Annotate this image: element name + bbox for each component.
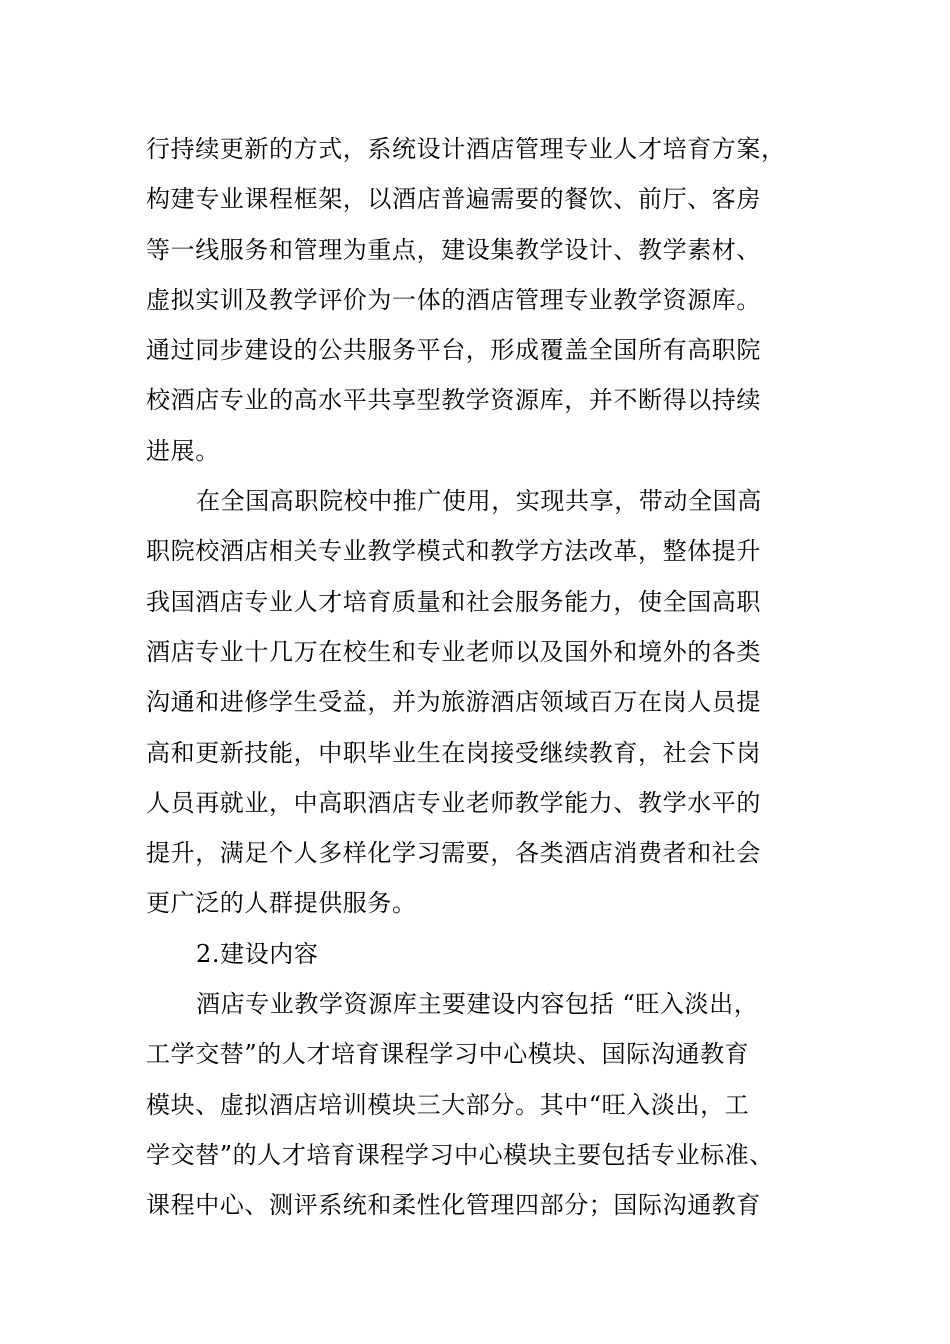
text-line: 等一线服务和管理为重点，建设集教学设计、教学素材、 — [146, 235, 761, 264]
text-line: 校酒店专业的高水平共享型教学资源库，并不断得以持续 — [146, 386, 761, 415]
text-line: 高和更新技能，中职毕业生在岗接受继续教育，社会下岗 — [146, 738, 761, 767]
text-line: 行持续更新的方式，系统设计酒店管理专业人才培育方案， — [146, 135, 786, 163]
document-body — [146, 124, 796, 1231]
text-line: 虚拟实训及教学评价为一体的酒店管理专业教学资源库。 — [146, 285, 761, 314]
text-line: 沟通和进修学生受益，并为旅游酒店领域百万在岗人员提 — [146, 688, 761, 717]
text-line: 构建专业课程框架，以酒店普遍需要的餐饮、前厅、客房 — [146, 185, 761, 214]
text-line: 工学交替”的人才培育课程学习中心模块、国际沟通教育 — [146, 1040, 750, 1069]
text-line: 课程中心、测评系统和柔性化管理四部分；国际沟通教育 — [146, 1191, 761, 1220]
text-line: 通过同步建设的公共服务平台，形成覆盖全国所有高职院 — [146, 336, 761, 365]
text-line: 学交替”的人才培育课程学习中心模块主要包括专业标准、 — [146, 1140, 774, 1169]
paragraph-start-line: 酒店专业教学资源库主要建设内容包括 “旺入淡出， — [196, 990, 759, 1019]
paragraph-start-line: 在全国高职院校中推广使用，实现共享，带动全国高 — [196, 487, 762, 516]
section-heading: 2.建设内容 — [196, 939, 319, 968]
text-line: 更广泛的人群提供服务。 — [146, 889, 417, 918]
text-line: 我国酒店专业人才培育质量和社会服务能力，使全国高职 — [146, 587, 761, 616]
text-line: 模块、虚拟酒店培训模块三大部分。其中“旺入淡出，工 — [146, 1090, 750, 1119]
text-line: 酒店专业十几万在校生和专业老师以及国外和境外的各类 — [146, 637, 761, 666]
text-line: 职院校酒店相关专业教学模式和教学方法改革，整体提升 — [146, 537, 761, 566]
text-line: 提升，满足个人多样化学习需要，各类酒店消费者和社会 — [146, 839, 761, 868]
text-line: 进展。 — [146, 436, 220, 465]
text-line: 人员再就业，中高职酒店专业老师教学能力、教学水平的 — [146, 788, 761, 817]
